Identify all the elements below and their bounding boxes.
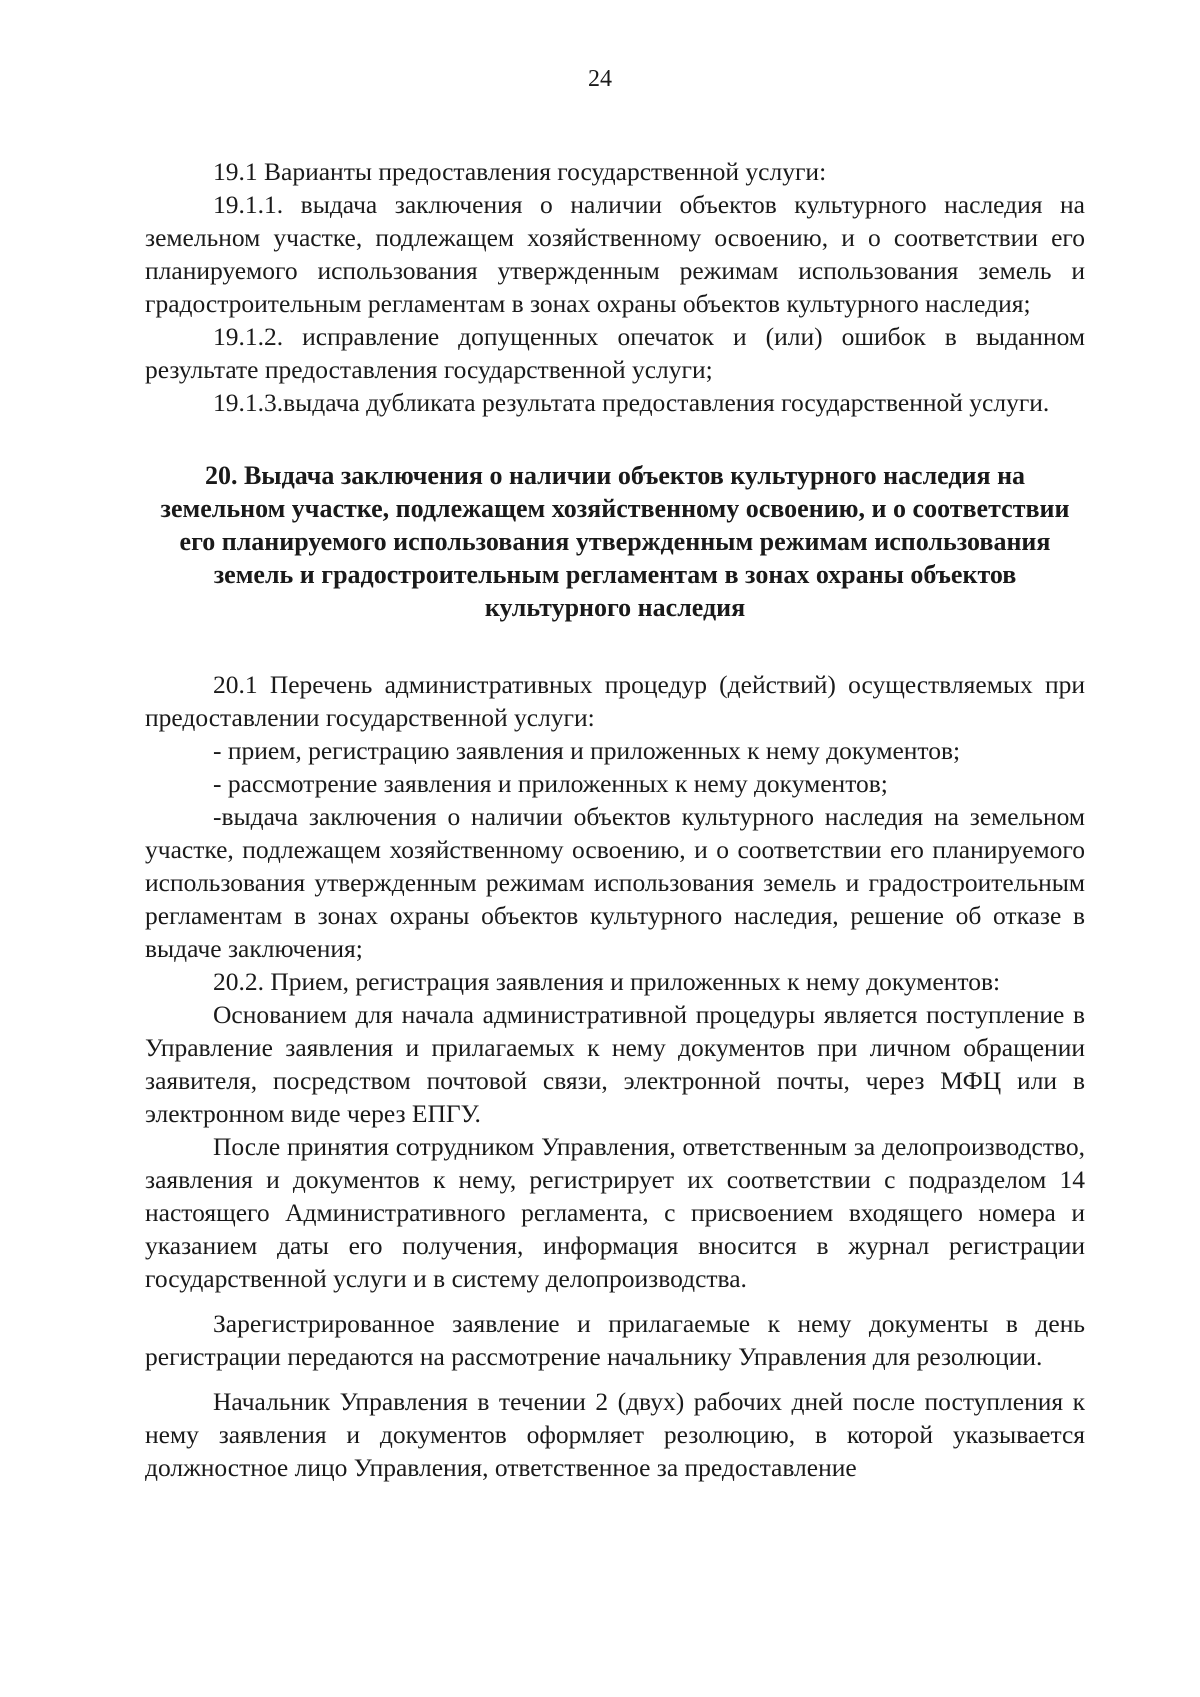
paragraph-resolution: Начальник Управления в течении 2 (двух) рабочих дней после поступления к нему заявления и документов оформляет резолюцию, в которой указывается должностное лицо Управления, ответственное за предоставление	[145, 1387, 1085, 1482]
paragraph-20-2: 20.2. Прием, регистрация заявления и приложенных к нему документов:	[213, 967, 1001, 996]
paragraph-19-1-3: 19.1.3.выдача дубликата результата предоставления государственной услуги.	[213, 388, 1050, 417]
list-item-issuance: -выдача заключения о наличии объектов культурного наследия на земельном участке, подлежащем хозяйственному освоению, и о соответствии его планируемого использования утвержденным режимам использования земель и градостроительным регламентам в зонах охраны объектов культурного наследия, решение об отказе в выдаче заключения;	[145, 802, 1085, 963]
page-number: 24	[588, 66, 612, 92]
document-body	[145, 155, 1085, 1484]
paragraph-transfer: Зарегистрированное заявление и прилагаемые к нему документы в день регистрации передаются на рассмотрение начальнику Управления для резолюции.	[145, 1309, 1085, 1371]
list-item-reception: - прием, регистрацию заявления и приложенных к нему документов;	[213, 736, 961, 765]
section-20-heading: 20. Выдача заключения о наличии объектов культурного наследия на земельном участке, подлежащем хозяйственному освоению, и о соответствии его планируемого использования утвержденным режимам использования земель и градостроительным регламентам в зонах охраны объектов культурного наследия	[160, 461, 1070, 622]
list-item-review: - рассмотрение заявления и приложенных к нему документов;	[213, 769, 888, 798]
paragraph-grounds: Основанием для начала административной процедуры является поступление в Управление заявления и прилагаемых к нему документов при личном обращении заявителя, посредством почтовой связи, электронной почты, через МФЦ или в электронном виде через ЕПГУ.	[145, 1000, 1085, 1128]
paragraph-19-1: 19.1 Варианты предоставления государственной услуги:	[213, 157, 827, 186]
paragraph-registration: После принятия сотрудником Управления, ответственным за делопроизводство, заявления и документов к нему, регистрирует их соответствии с подразделом 14 настоящего Административного регламента, с присвоением входящего номера и указанием даты его получения, информация вносится в журнал регистрации государственной услуги и в систему делопроизводства.	[145, 1132, 1085, 1293]
paragraph-19-1-1: 19.1.1. выдача заключения о наличии объектов культурного наследия на земельном участке, подлежащем хозяйственному освоению, и о соответствии его планируемого использования утвержденным режимам использования земель и градостроительным регламентам в зонах охраны объектов культурного наследия;	[145, 190, 1085, 318]
paragraph-19-1-2: 19.1.2. исправление допущенных опечаток и (или) ошибок в выданном результате предоставления государственной услуги;	[145, 322, 1085, 384]
paragraph-20-1: 20.1 Перечень административных процедур (действий) осуществляемых при предоставлении государственной услуги:	[145, 670, 1085, 732]
